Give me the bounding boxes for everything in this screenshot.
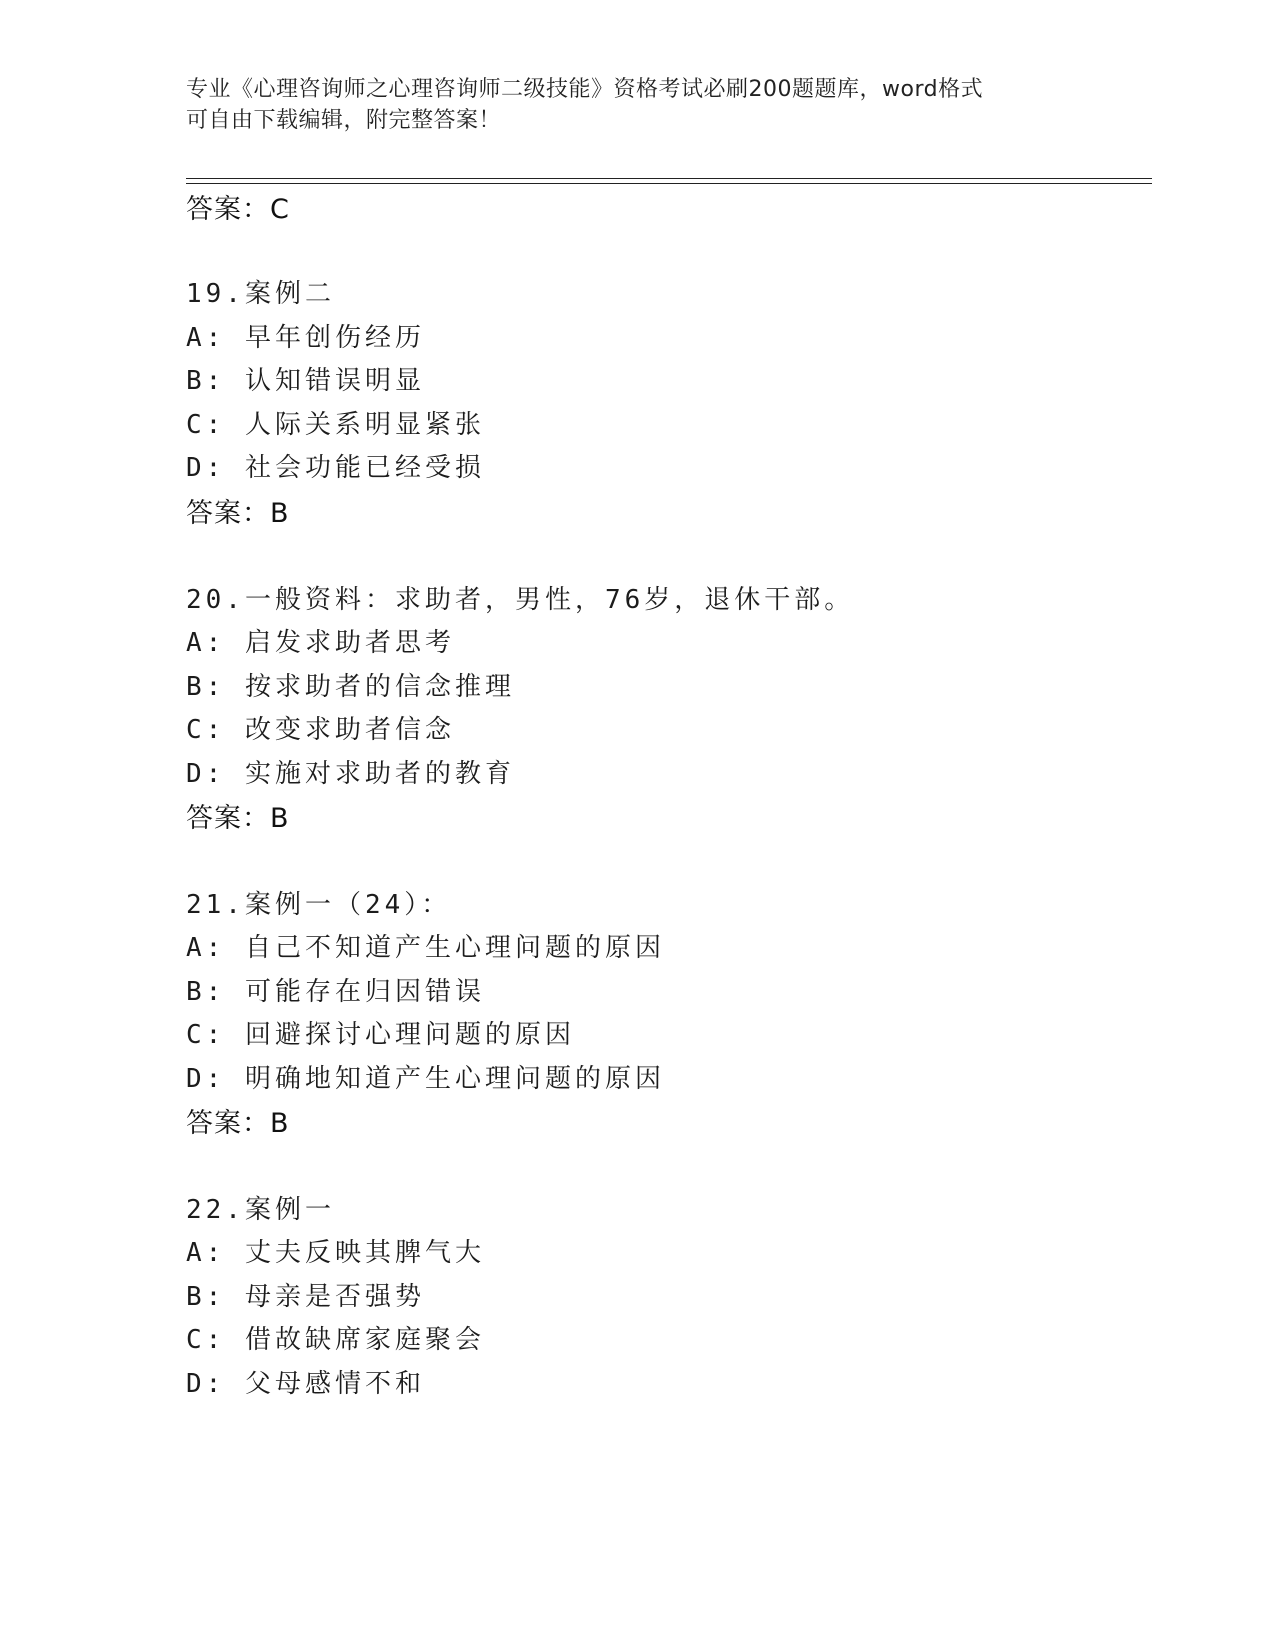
header-divider-bottom [186, 183, 1152, 184]
option-c: C: 改变求助者信念 [186, 715, 455, 745]
question-title: 19.案例二 [186, 279, 335, 309]
option-c: C: 人际关系明显紧张 [186, 410, 485, 440]
option-d: D: 实施对求助者的教育 [186, 759, 515, 789]
option-d: D: 明确地知道产生心理问题的原因 [186, 1064, 665, 1094]
answer-line: 答案：B [186, 498, 290, 529]
answer-line: 答案：B [186, 1108, 290, 1139]
option-b: B: 按求助者的信念推理 [186, 672, 515, 702]
option-a: A: 早年创伤经历 [186, 323, 425, 353]
option-a: A: 丈夫反映其脾气大 [186, 1238, 485, 1268]
option-b: B: 可能存在归因错误 [186, 977, 485, 1007]
question-title: 21.案例一（24）： [186, 890, 452, 920]
document-header [186, 74, 1086, 136]
header-line-2: 可自由下载编辑，附完整答案！ [186, 108, 502, 133]
answer-line: 答案：B [186, 803, 290, 834]
option-d: D: 父母感情不和 [186, 1369, 425, 1399]
answer-line: 答案：C [186, 194, 290, 225]
option-c: C: 回避探讨心理问题的原因 [186, 1020, 575, 1050]
option-c: C: 借故缺席家庭聚会 [186, 1325, 485, 1355]
option-b: B: 母亲是否强势 [186, 1282, 425, 1312]
header-line-1: 专业《心理咨询师之心理咨询师二级技能》资格考试必刷200题题库，word格式 [186, 77, 984, 102]
option-a: A: 自己不知道产生心理问题的原因 [186, 933, 665, 963]
option-d: D: 社会功能已经受损 [186, 453, 485, 483]
question-title: 22.案例一 [186, 1195, 335, 1225]
option-a: A: 启发求助者思考 [186, 628, 455, 658]
header-divider-top [186, 178, 1152, 179]
option-b: B: 认知错误明显 [186, 366, 425, 396]
question-title: 20.一般资料：求助者，男性，76岁，退休干部。 [186, 585, 855, 615]
